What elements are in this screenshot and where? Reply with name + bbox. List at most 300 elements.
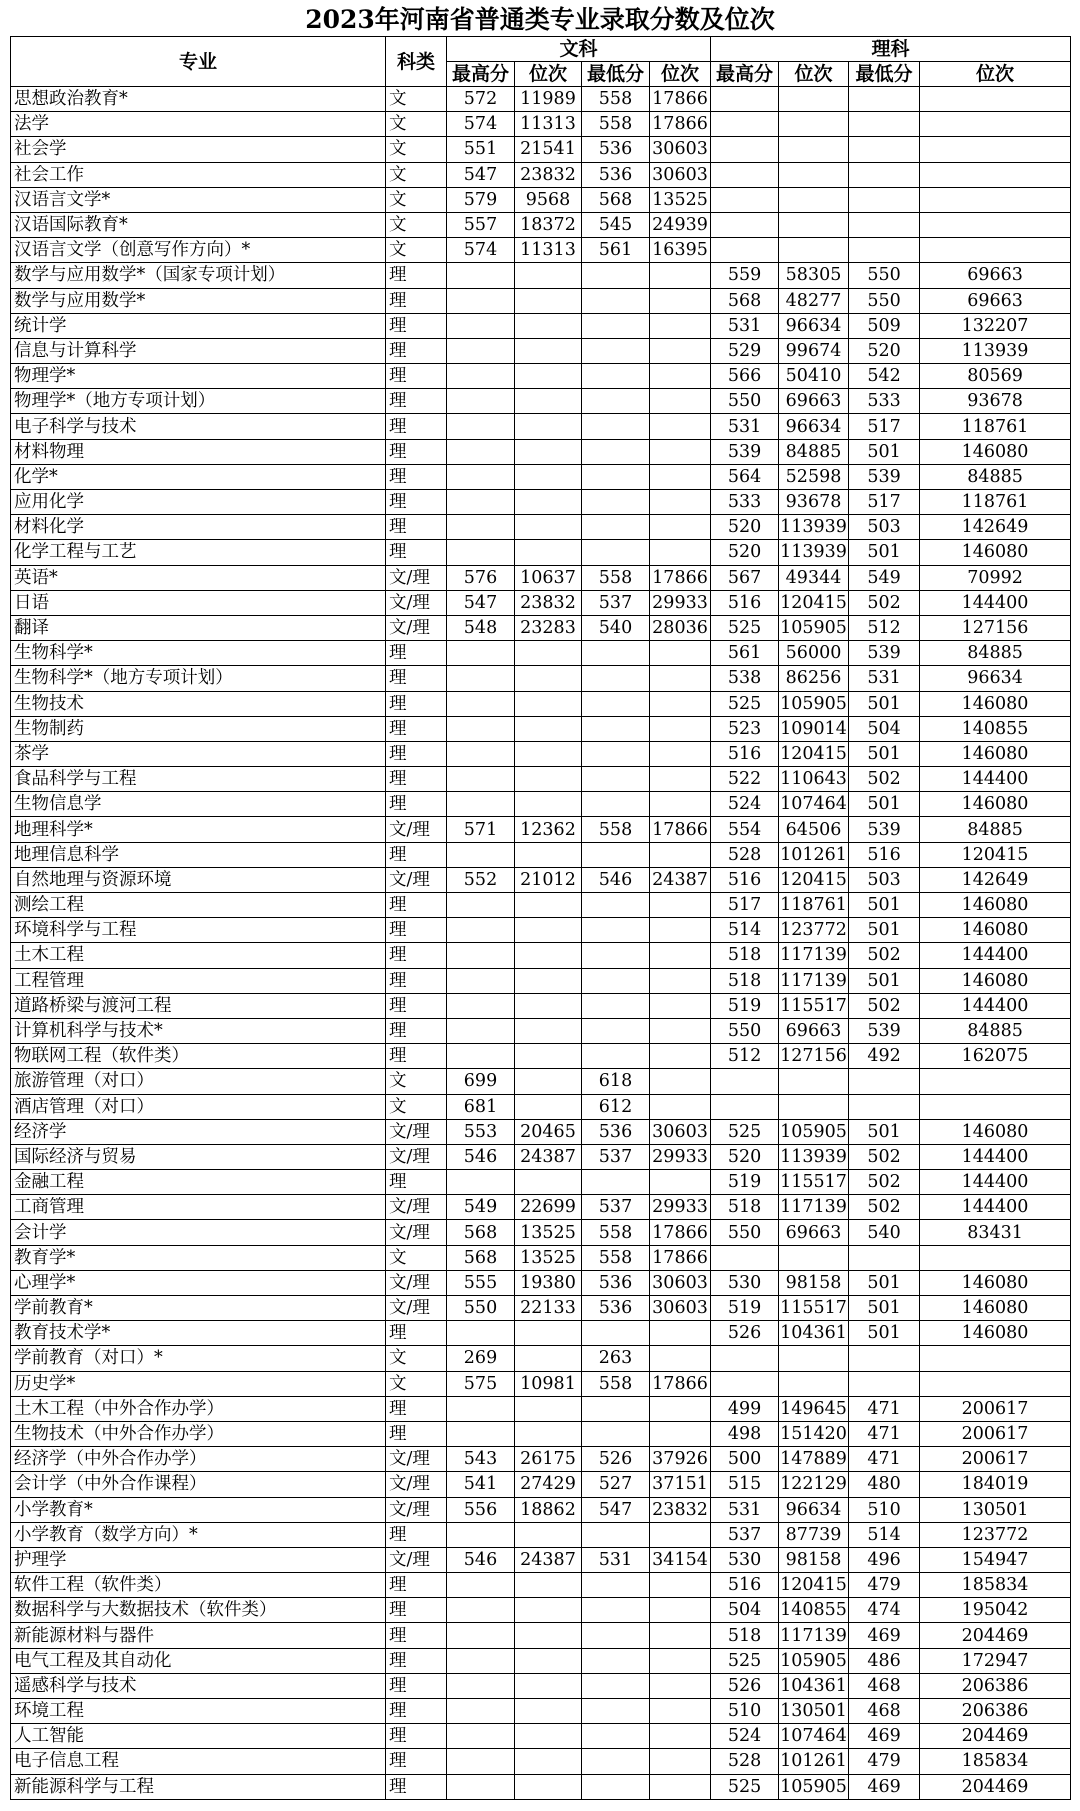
table-row [11, 767, 1071, 792]
like-max-rank-cell: 105905 [779, 615, 849, 640]
wenke-min-cell: 558 [582, 565, 650, 590]
category-cell: 理 [386, 641, 447, 666]
wenke-max-cell: 699 [447, 1069, 515, 1094]
like-min-rank-cell: 185834 [920, 1749, 1071, 1774]
major-cell: 化学* [11, 464, 386, 489]
like-min-cell: 469 [849, 1623, 920, 1648]
header-wenke-min-rank: 位次 [650, 62, 711, 87]
like-min-rank-cell: 120415 [920, 842, 1071, 867]
wenke-max-cell [447, 313, 515, 338]
table-row [11, 1371, 1071, 1396]
wenke-max-cell: 572 [447, 87, 515, 112]
table-row [11, 867, 1071, 892]
like-max-rank-cell: 113939 [779, 1144, 849, 1169]
wenke-max-rank-cell: 12362 [515, 817, 582, 842]
wenke-min-rank-cell [650, 1648, 711, 1673]
category-cell: 理 [386, 716, 447, 741]
wenke-max-cell [447, 1573, 515, 1598]
major-cell: 金融工程 [11, 1170, 386, 1195]
table-row [11, 1673, 1071, 1698]
major-cell: 测绘工程 [11, 893, 386, 918]
category-cell: 理 [386, 490, 447, 515]
wenke-max-cell [447, 943, 515, 968]
wenke-min-rank-cell: 30603 [650, 137, 711, 162]
like-min-cell: 501 [849, 1270, 920, 1295]
like-min-cell: 468 [849, 1699, 920, 1724]
like-max-cell: 516 [711, 590, 779, 615]
wenke-min-rank-cell [650, 1018, 711, 1043]
wenke-min-cell [582, 1623, 650, 1648]
header-like-min: 最低分 [849, 62, 920, 87]
wenke-min-cell [582, 767, 650, 792]
wenke-max-cell [447, 893, 515, 918]
wenke-min-cell [582, 313, 650, 338]
wenke-min-rank-cell [650, 1724, 711, 1749]
page-title: 2023年河南省普通类专业录取分数及位次 [305, 5, 775, 34]
like-max-rank-cell: 86256 [779, 666, 849, 691]
like-min-cell: 502 [849, 1170, 920, 1195]
wenke-max-cell [447, 490, 515, 515]
wenke-max-cell [447, 993, 515, 1018]
like-min-rank-cell: 200617 [920, 1421, 1071, 1446]
like-min-rank-cell: 146080 [920, 1321, 1071, 1346]
like-max-cell: 525 [711, 1648, 779, 1673]
like-max-cell: 514 [711, 918, 779, 943]
like-max-rank-cell: 117139 [779, 943, 849, 968]
wenke-max-rank-cell [515, 666, 582, 691]
category-cell: 理 [386, 918, 447, 943]
table-row [11, 187, 1071, 212]
table-row [11, 87, 1071, 112]
major-cell: 物理学* [11, 364, 386, 389]
like-max-cell: 564 [711, 464, 779, 489]
wenke-min-cell [582, 389, 650, 414]
major-cell: 地理科学* [11, 817, 386, 842]
like-min-rank-cell: 144400 [920, 993, 1071, 1018]
like-max-rank-cell: 98158 [779, 1547, 849, 1572]
like-max-rank-cell [779, 212, 849, 237]
major-cell: 新能源科学与工程 [11, 1774, 386, 1799]
major-cell: 汉语言文学* [11, 187, 386, 212]
wenke-min-rank-cell: 13525 [650, 187, 711, 212]
table-row [11, 1195, 1071, 1220]
wenke-min-rank-cell [650, 1699, 711, 1724]
like-max-cell: 530 [711, 1547, 779, 1572]
like-min-cell: 504 [849, 716, 920, 741]
table-row [11, 1774, 1071, 1799]
like-min-rank-cell: 146080 [920, 968, 1071, 993]
like-max-rank-cell: 96634 [779, 1497, 849, 1522]
like-min-cell: 501 [849, 1119, 920, 1144]
like-max-cell: 522 [711, 767, 779, 792]
wenke-max-cell [447, 1648, 515, 1673]
like-max-rank-cell: 105905 [779, 1648, 849, 1673]
like-min-rank-cell: 83431 [920, 1220, 1071, 1245]
wenke-max-cell: 541 [447, 1472, 515, 1497]
wenke-min-cell [582, 691, 650, 716]
wenke-max-rank-cell: 24387 [515, 1547, 582, 1572]
wenke-min-rank-cell: 29933 [650, 1144, 711, 1169]
category-cell: 文 [386, 238, 447, 263]
wenke-min-cell [582, 1522, 650, 1547]
like-max-rank-cell: 101261 [779, 842, 849, 867]
like-min-rank-cell [920, 1094, 1071, 1119]
category-cell: 文 [386, 137, 447, 162]
wenke-min-cell [582, 792, 650, 817]
category-cell: 文/理 [386, 615, 447, 640]
like-max-cell: 512 [711, 1044, 779, 1069]
like-max-rank-cell [779, 162, 849, 187]
wenke-max-rank-cell [515, 1699, 582, 1724]
like-max-cell: 531 [711, 1497, 779, 1522]
wenke-min-rank-cell: 17866 [650, 112, 711, 137]
like-min-rank-cell: 144400 [920, 590, 1071, 615]
like-min-rank-cell: 84885 [920, 817, 1071, 842]
like-max-rank-cell [779, 1346, 849, 1371]
like-max-rank-cell: 69663 [779, 1018, 849, 1043]
like-min-rank-cell [920, 1069, 1071, 1094]
wenke-min-cell [582, 1774, 650, 1799]
like-min-cell [849, 238, 920, 263]
wenke-min-cell [582, 1018, 650, 1043]
category-cell: 理 [386, 464, 447, 489]
like-min-rank-cell: 130501 [920, 1497, 1071, 1522]
wenke-min-cell: 536 [582, 1119, 650, 1144]
like-max-rank-cell: 87739 [779, 1522, 849, 1547]
like-min-cell: 512 [849, 615, 920, 640]
wenke-max-cell: 269 [447, 1346, 515, 1371]
major-cell: 土木工程（中外合作办学） [11, 1396, 386, 1421]
like-max-cell: 550 [711, 389, 779, 414]
like-max-cell: 538 [711, 666, 779, 691]
wenke-max-rank-cell: 9568 [515, 187, 582, 212]
category-cell: 理 [386, 1648, 447, 1673]
like-min-cell: 469 [849, 1774, 920, 1799]
like-max-rank-cell: 113939 [779, 540, 849, 565]
wenke-max-cell: 546 [447, 1144, 515, 1169]
like-max-rank-cell [779, 1069, 849, 1094]
like-max-rank-cell: 69663 [779, 389, 849, 414]
like-min-rank-cell: 204469 [920, 1623, 1071, 1648]
wenke-max-cell: 555 [447, 1270, 515, 1295]
wenke-max-rank-cell [515, 716, 582, 741]
wenke-min-rank-cell [650, 1573, 711, 1598]
wenke-min-cell [582, 439, 650, 464]
like-min-cell: 471 [849, 1447, 920, 1472]
major-cell: 电子科学与技术 [11, 414, 386, 439]
like-min-rank-cell: 146080 [920, 439, 1071, 464]
like-min-cell [849, 1069, 920, 1094]
wenke-min-cell [582, 641, 650, 666]
wenke-max-rank-cell [515, 439, 582, 464]
category-cell: 文 [386, 1245, 447, 1270]
like-min-cell: 502 [849, 1195, 920, 1220]
major-cell: 环境科学与工程 [11, 918, 386, 943]
wenke-min-cell [582, 943, 650, 968]
like-min-cell: 540 [849, 1220, 920, 1245]
table-row [11, 615, 1071, 640]
category-cell: 理 [386, 1598, 447, 1623]
table-row [11, 313, 1071, 338]
wenke-max-rank-cell [515, 767, 582, 792]
like-max-rank-cell: 110643 [779, 767, 849, 792]
category-cell: 理 [386, 893, 447, 918]
like-max-cell: 526 [711, 1321, 779, 1346]
wenke-min-cell [582, 490, 650, 515]
category-cell: 文/理 [386, 1144, 447, 1169]
major-cell: 电子信息工程 [11, 1749, 386, 1774]
wenke-min-rank-cell [650, 1346, 711, 1371]
wenke-max-cell [447, 1396, 515, 1421]
like-min-rank-cell: 204469 [920, 1774, 1071, 1799]
category-cell: 理 [386, 1522, 447, 1547]
like-max-cell: 525 [711, 615, 779, 640]
major-cell: 学前教育（对口）* [11, 1346, 386, 1371]
like-min-cell: 502 [849, 1144, 920, 1169]
major-cell: 思想政治教育* [11, 87, 386, 112]
major-cell: 翻译 [11, 615, 386, 640]
wenke-max-rank-cell: 23283 [515, 615, 582, 640]
wenke-max-rank-cell: 18862 [515, 1497, 582, 1522]
like-min-rank-cell [920, 212, 1071, 237]
category-cell: 理 [386, 1170, 447, 1195]
wenke-max-cell [447, 464, 515, 489]
category-cell: 理 [386, 439, 447, 464]
like-max-rank-cell: 96634 [779, 313, 849, 338]
like-min-rank-cell: 84885 [920, 641, 1071, 666]
like-max-cell [711, 1245, 779, 1270]
like-min-cell: 468 [849, 1673, 920, 1698]
like-min-cell: 479 [849, 1573, 920, 1598]
major-cell: 食品科学与工程 [11, 767, 386, 792]
category-cell: 理 [386, 943, 447, 968]
like-max-rank-cell: 58305 [779, 263, 849, 288]
table-row [11, 540, 1071, 565]
wenke-min-cell: 568 [582, 187, 650, 212]
wenke-min-rank-cell [650, 490, 711, 515]
like-max-rank-cell: 98158 [779, 1270, 849, 1295]
like-max-cell: 520 [711, 515, 779, 540]
category-cell: 理 [386, 364, 447, 389]
like-max-rank-cell: 105905 [779, 1119, 849, 1144]
wenke-max-cell [447, 263, 515, 288]
like-max-rank-cell: 115517 [779, 993, 849, 1018]
like-min-rank-cell: 84885 [920, 1018, 1071, 1043]
wenke-min-rank-cell [650, 691, 711, 716]
wenke-max-rank-cell [515, 288, 582, 313]
category-cell: 理 [386, 1724, 447, 1749]
like-min-rank-cell: 144400 [920, 767, 1071, 792]
wenke-max-cell [447, 1774, 515, 1799]
like-min-rank-cell: 84885 [920, 464, 1071, 489]
wenke-max-cell [447, 1018, 515, 1043]
table-row [11, 212, 1071, 237]
like-min-cell: 501 [849, 1321, 920, 1346]
major-cell: 新能源材料与器件 [11, 1623, 386, 1648]
table-row [11, 968, 1071, 993]
wenke-max-cell [447, 540, 515, 565]
like-max-cell: 499 [711, 1396, 779, 1421]
wenke-max-cell [447, 1321, 515, 1346]
like-min-rank-cell: 69663 [920, 288, 1071, 313]
like-max-cell: 516 [711, 741, 779, 766]
wenke-min-rank-cell [650, 389, 711, 414]
wenke-max-rank-cell [515, 691, 582, 716]
like-max-rank-cell: 127156 [779, 1044, 849, 1069]
like-min-rank-cell: 146080 [920, 1119, 1071, 1144]
wenke-min-cell [582, 1573, 650, 1598]
like-min-rank-cell: 113939 [920, 338, 1071, 363]
wenke-min-rank-cell [650, 414, 711, 439]
wenke-max-rank-cell: 21012 [515, 867, 582, 892]
wenke-max-cell: 574 [447, 238, 515, 263]
wenke-min-rank-cell [650, 767, 711, 792]
wenke-min-rank-cell [650, 1623, 711, 1648]
like-min-cell [849, 1094, 920, 1119]
table-row [11, 792, 1071, 817]
wenke-max-rank-cell [515, 515, 582, 540]
wenke-min-rank-cell [650, 313, 711, 338]
wenke-max-rank-cell [515, 741, 582, 766]
major-cell: 数据科学与大数据技术（软件类） [11, 1598, 386, 1623]
wenke-max-rank-cell [515, 1321, 582, 1346]
like-max-rank-cell: 140855 [779, 1598, 849, 1623]
like-max-rank-cell: 96634 [779, 414, 849, 439]
wenke-min-cell [582, 288, 650, 313]
like-min-rank-cell: 200617 [920, 1447, 1071, 1472]
table-row [11, 842, 1071, 867]
like-min-rank-cell: 146080 [920, 918, 1071, 943]
wenke-min-cell [582, 1044, 650, 1069]
like-min-rank-cell: 142649 [920, 867, 1071, 892]
like-max-cell: 524 [711, 1724, 779, 1749]
like-min-rank-cell [920, 112, 1071, 137]
wenke-min-cell [582, 842, 650, 867]
table-row [11, 1573, 1071, 1598]
like-min-cell: 502 [849, 943, 920, 968]
major-cell: 工程管理 [11, 968, 386, 993]
like-max-cell [711, 162, 779, 187]
wenke-max-cell [447, 389, 515, 414]
wenke-max-cell [447, 1598, 515, 1623]
like-min-cell [849, 1371, 920, 1396]
header-wenke-min: 最低分 [582, 62, 650, 87]
table-row [11, 1472, 1071, 1497]
wenke-max-rank-cell [515, 338, 582, 363]
like-max-rank-cell [779, 1371, 849, 1396]
like-max-rank-cell: 118761 [779, 893, 849, 918]
like-max-cell: 510 [711, 1699, 779, 1724]
like-max-cell: 568 [711, 288, 779, 313]
like-min-rank-cell [920, 238, 1071, 263]
category-cell: 理 [386, 263, 447, 288]
wenke-min-rank-cell [650, 1094, 711, 1119]
wenke-max-cell: 576 [447, 565, 515, 590]
wenke-min-rank-cell [650, 1598, 711, 1623]
wenke-max-rank-cell [515, 1673, 582, 1698]
header-wenke-max: 最高分 [447, 62, 515, 87]
like-min-rank-cell: 185834 [920, 1573, 1071, 1598]
like-min-cell: 520 [849, 338, 920, 363]
table-row [11, 1321, 1071, 1346]
table-row [11, 1623, 1071, 1648]
wenke-max-rank-cell: 11989 [515, 87, 582, 112]
wenke-max-cell: 549 [447, 1195, 515, 1220]
table-row [11, 1018, 1071, 1043]
like-min-cell: 517 [849, 490, 920, 515]
wenke-max-rank-cell [515, 389, 582, 414]
table-row [11, 414, 1071, 439]
major-cell: 社会学 [11, 137, 386, 162]
table-row [11, 1522, 1071, 1547]
like-max-rank-cell [779, 238, 849, 263]
like-min-rank-cell: 146080 [920, 792, 1071, 817]
table-row [11, 263, 1071, 288]
like-max-cell: 526 [711, 1673, 779, 1698]
wenke-max-cell: 543 [447, 1447, 515, 1472]
major-cell: 小学教育（数学方向）* [11, 1522, 386, 1547]
wenke-min-rank-cell: 17866 [650, 1371, 711, 1396]
wenke-max-rank-cell: 26175 [515, 1447, 582, 1472]
wenke-max-rank-cell: 23832 [515, 590, 582, 615]
like-max-cell: 528 [711, 842, 779, 867]
table-row [11, 112, 1071, 137]
like-min-cell [849, 137, 920, 162]
like-max-cell: 566 [711, 364, 779, 389]
wenke-min-rank-cell [650, 918, 711, 943]
like-min-rank-cell: 93678 [920, 389, 1071, 414]
wenke-max-rank-cell [515, 464, 582, 489]
like-min-cell: 502 [849, 993, 920, 1018]
major-cell: 历史学* [11, 1371, 386, 1396]
category-cell: 理 [386, 1421, 447, 1446]
major-cell: 汉语言文学（创意写作方向）* [11, 238, 386, 263]
like-min-cell: 510 [849, 1497, 920, 1522]
like-max-cell: 530 [711, 1270, 779, 1295]
like-max-cell [711, 1069, 779, 1094]
major-cell: 生物技术（中外合作办学） [11, 1421, 386, 1446]
category-cell: 文/理 [386, 1296, 447, 1321]
wenke-min-cell [582, 893, 650, 918]
like-max-cell: 537 [711, 1522, 779, 1547]
like-min-rank-cell [920, 187, 1071, 212]
table-row [11, 565, 1071, 590]
like-min-cell: 501 [849, 439, 920, 464]
category-cell: 文/理 [386, 1497, 447, 1522]
wenke-min-cell: 536 [582, 162, 650, 187]
category-cell: 理 [386, 741, 447, 766]
wenke-min-rank-cell [650, 792, 711, 817]
category-cell: 理 [386, 338, 447, 363]
like-min-cell [849, 87, 920, 112]
like-max-cell: 519 [711, 1296, 779, 1321]
like-min-rank-cell: 70992 [920, 565, 1071, 590]
wenke-min-cell [582, 338, 650, 363]
like-min-rank-cell: 69663 [920, 263, 1071, 288]
like-max-cell: 519 [711, 993, 779, 1018]
wenke-max-rank-cell [515, 1749, 582, 1774]
wenke-max-cell [447, 1749, 515, 1774]
wenke-max-cell [447, 792, 515, 817]
like-max-cell: 520 [711, 540, 779, 565]
wenke-max-rank-cell [515, 414, 582, 439]
wenke-min-cell [582, 1648, 650, 1673]
like-min-cell [849, 1245, 920, 1270]
wenke-min-rank-cell: 30603 [650, 1119, 711, 1144]
like-min-rank-cell: 144400 [920, 1144, 1071, 1169]
major-cell: 信息与计算科学 [11, 338, 386, 363]
category-cell: 理 [386, 1044, 447, 1069]
